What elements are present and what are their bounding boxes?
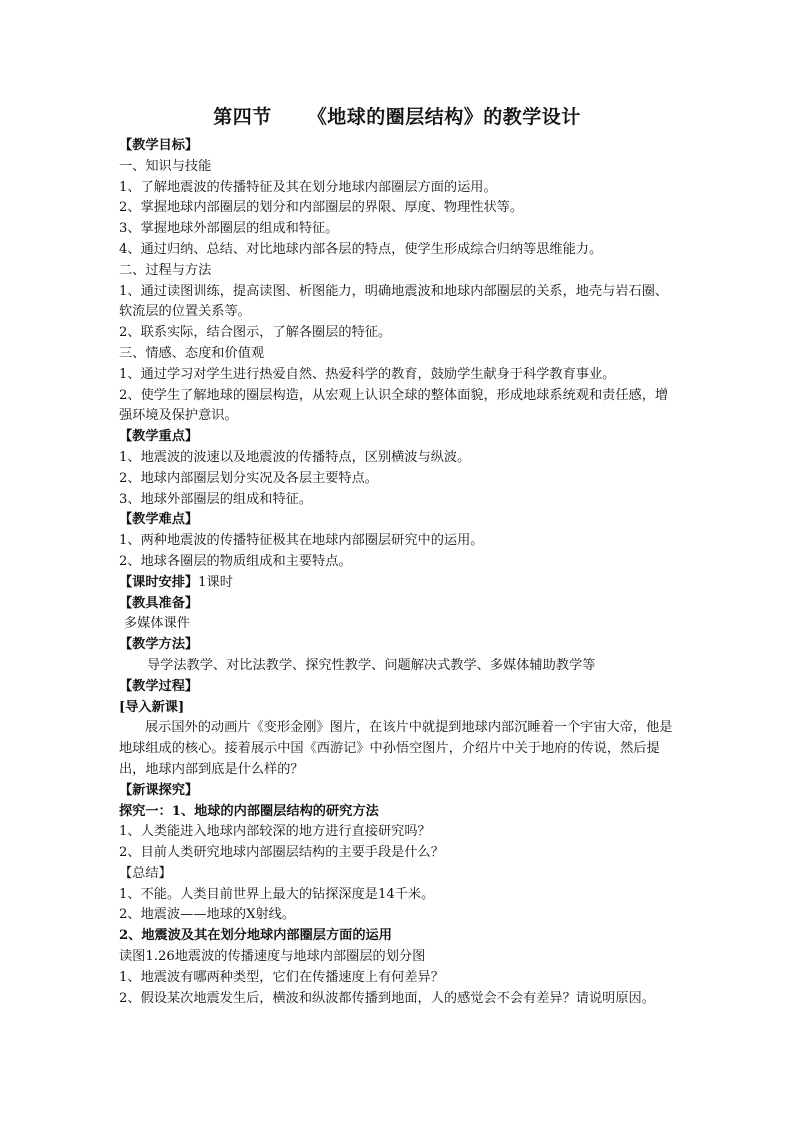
summary-item: 1、不能。人类目前世界上最大的钻探深度是14千米。 <box>119 886 435 902</box>
schedule-value: 1课时 <box>198 574 233 590</box>
difficulty-item: 1、两种地震波的传播特征极其在地球内部圈层研究中的运用。 <box>119 533 484 549</box>
knowledge-heading: 一、知识与技能 <box>119 158 212 174</box>
explore2-heading: 2、地震波及其在划分地球内部圈层方面的运用 <box>119 928 392 944</box>
tools-value: 多媒体课件 <box>124 616 190 632</box>
procedure-heading: 【教学过程】 <box>119 678 199 694</box>
explore1-item: 1、人类能进入地球内部较深的地方进行直接研究吗？ <box>119 824 431 840</box>
knowledge-item: 2、掌握地球内部圈层的划分和内部圈层的界限、厚度、物理性状等。 <box>119 200 524 216</box>
explore2-intro: 读图1.26地震波的传播速度与地球内部圈层的划分图 <box>119 949 426 965</box>
key-point-item: 1、地震波的波速以及地震波的传播特点，区别横波与纵波。 <box>119 449 471 465</box>
summary-heading: 【总结】 <box>119 865 172 881</box>
process-heading: 二、过程与方法 <box>119 262 212 278</box>
summary-item: 2、地震波——地球的X射线。 <box>119 907 296 923</box>
tools-heading: 【教具准备】 <box>119 595 199 611</box>
key-point-item: 3、地球外部圈层的组成和特征。 <box>119 491 313 507</box>
new-lesson-heading: 【新课探究】 <box>119 782 199 798</box>
difficulties-heading: 【教学难点】 <box>119 512 199 528</box>
title-section-number: 第四节 <box>213 106 272 128</box>
process-item: 1、通过读图训练，提高读图、析图能力，明确地震波和地球内部圈层的关系，地壳与岩石圈、软流层的位置关系等。 <box>119 283 669 320</box>
key-point-item: 2、地球内部圈层划分实况及各层主要特点。 <box>119 470 378 486</box>
methods-value: 导学法教学、对比法教学、探究性教学、问题解决式教学、多媒体辅助教学等 <box>147 657 596 673</box>
explore2-item: 2、假设某次地震发生后，横波和纵波都传播到地面，人的感觉会不会有差异？请说明原因。 <box>119 990 655 1006</box>
explore1-heading: 探究一：1、地球的内部圈层结构的研究方法 <box>119 803 379 819</box>
emotion-item: 1、通过学习对学生进行热爱自然、热爱科学的教育，鼓励学生献身于科学教育事业。 <box>119 366 616 382</box>
emotion-item: 2、使学生了解地球的圈层构造，从宏观上认识全球的整体面貌，形成地球系统观和责任感，增强环境及保护意识。 <box>119 387 669 424</box>
emotion-heading: 三、情感、态度和价值观 <box>119 345 265 361</box>
schedule-line <box>119 573 679 594</box>
difficulty-item: 2、地球各圈层的物质组成和主要特点。 <box>119 553 352 569</box>
document-title <box>110 104 684 130</box>
explore1-item: 2、目前人类研究地球内部圈层结构的主要手段是什么？ <box>119 845 444 861</box>
knowledge-item: 4、通过归纳、总结、对比地球内部各层的特点，使学生形成综合归纳等思维能力。 <box>119 241 603 257</box>
process-item: 2、联系实际，结合图示，了解各圈层的特征。 <box>119 325 392 341</box>
explore2-item: 1、地震波有哪两种类型，它们在传播速度上有何差异？ <box>119 969 444 985</box>
methods-heading: 【教学方法】 <box>119 637 199 653</box>
objectives-heading: 【教学目标】 <box>119 138 199 153</box>
knowledge-item: 3、掌握地球外部圈层的组成和特征。 <box>119 221 339 237</box>
schedule-heading: 【课时安排】 <box>119 574 199 590</box>
document-content <box>119 136 679 1009</box>
title-text: 《地球的圈层结构》的教学设计 <box>307 106 581 128</box>
knowledge-item: 1、了解地震波的传播特征及其在划分地球内部圈层方面的运用。 <box>119 179 497 195</box>
key-points-heading: 【教学重点】 <box>119 429 199 445</box>
intro-heading: [导入新课] <box>119 699 185 715</box>
intro-text: 展示国外的动画片《变形金刚》图片，在该片中就提到地球内部沉睡着一个宇宙大帝，他是地球组成的核心。接着展示中国《西游记》中孙悟空图片，介绍片中关于地府的传说，然后提出，地球内部到底是什么样的？ <box>119 720 673 777</box>
